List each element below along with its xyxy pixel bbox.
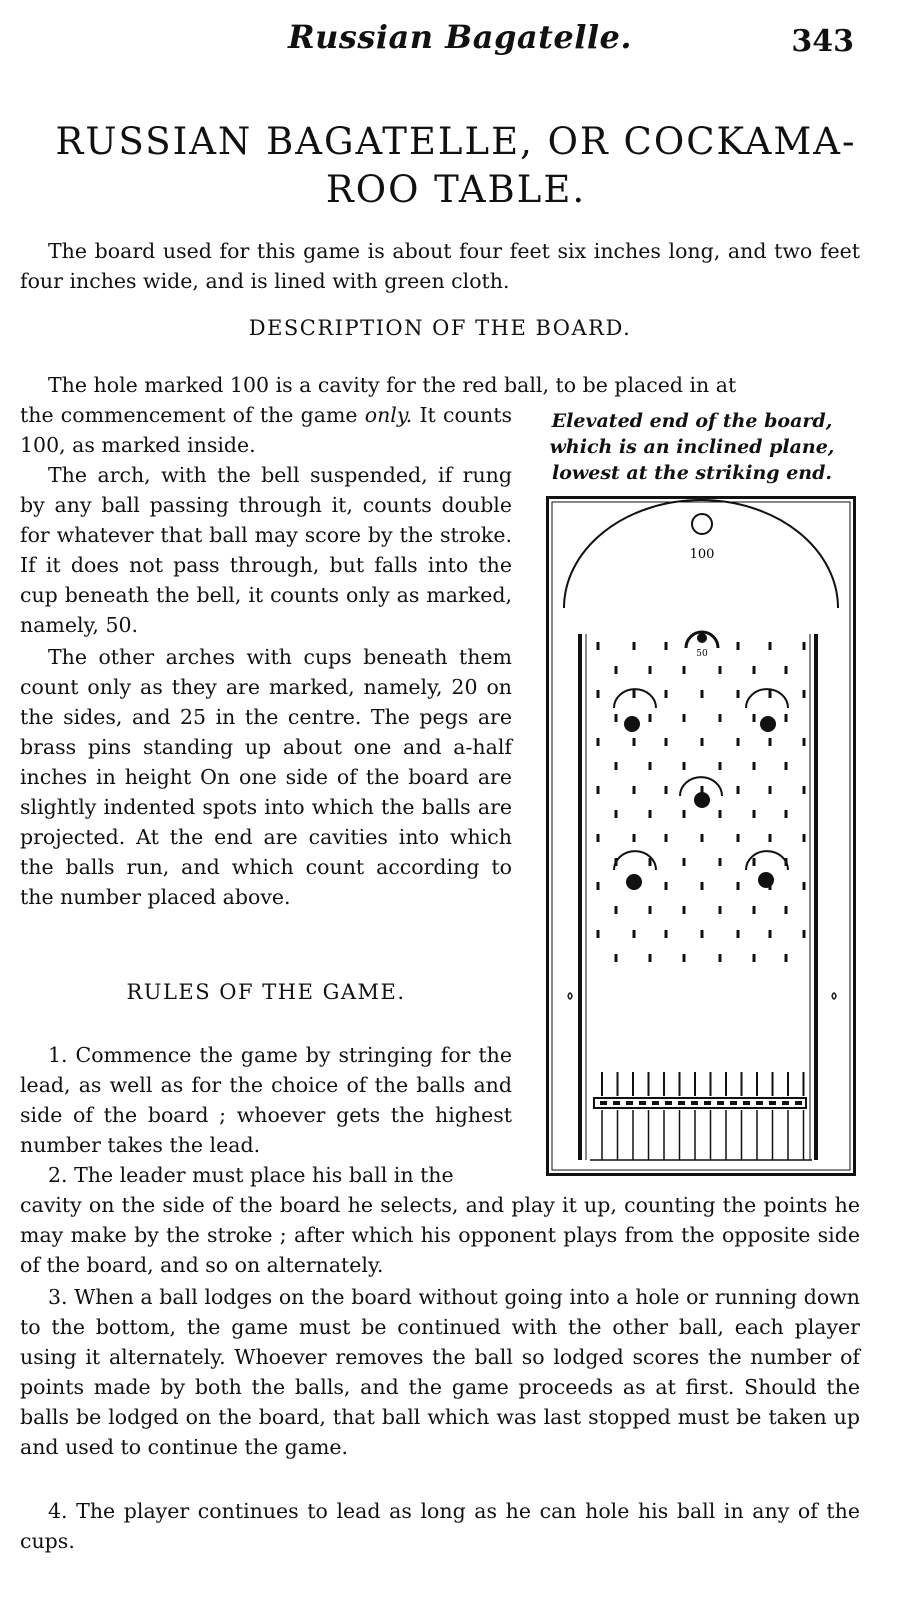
pocket-number-mark bbox=[704, 1101, 711, 1105]
peg bbox=[769, 642, 772, 650]
peg bbox=[803, 690, 806, 698]
page-number: 343 bbox=[791, 24, 854, 59]
peg bbox=[737, 834, 740, 842]
top-hole-100 bbox=[692, 514, 712, 534]
peg bbox=[701, 738, 704, 746]
bell-arch bbox=[686, 632, 718, 659]
description-p1-rest-a: the commencement of the game bbox=[20, 403, 365, 427]
peg bbox=[737, 930, 740, 938]
peg bbox=[615, 906, 618, 914]
rule-2-rest: cavity on the side of the board he selects, and play it up, counting the points he may make by the stroke ; after which his opponent plays from the opposite side of the board, and so on alternately. bbox=[20, 1193, 860, 1277]
peg bbox=[597, 930, 600, 938]
peg bbox=[615, 810, 618, 818]
peg bbox=[769, 786, 772, 794]
peg bbox=[753, 762, 756, 770]
peg bbox=[769, 738, 772, 746]
pocket-number-mark bbox=[730, 1101, 737, 1105]
peg bbox=[665, 786, 668, 794]
peg bbox=[701, 786, 704, 794]
peg bbox=[719, 810, 722, 818]
peg bbox=[753, 954, 756, 962]
peg bbox=[665, 834, 668, 842]
pocket-number-mark bbox=[756, 1101, 763, 1105]
peg bbox=[615, 714, 618, 722]
peg bbox=[633, 738, 636, 746]
peg bbox=[615, 762, 618, 770]
pocket-number-mark bbox=[782, 1101, 789, 1105]
peg bbox=[737, 642, 740, 650]
cup-right-lower bbox=[746, 851, 788, 888]
rule-1: 1. Commence the game by stringing for the lead, as well as for the choice of the balls and side of the board ; whoever gets the highest number takes the lead. bbox=[20, 1043, 512, 1157]
peg bbox=[665, 882, 668, 890]
peg bbox=[683, 762, 686, 770]
peg bbox=[737, 690, 740, 698]
running-title: Russian Bagatelle. bbox=[287, 18, 633, 56]
peg bbox=[737, 738, 740, 746]
peg bbox=[785, 666, 788, 674]
peg bbox=[683, 858, 686, 866]
pocket-number-mark bbox=[613, 1101, 620, 1105]
peg bbox=[719, 714, 722, 722]
peg bbox=[615, 666, 618, 674]
peg bbox=[701, 834, 704, 842]
peg bbox=[701, 930, 704, 938]
peg bbox=[753, 810, 756, 818]
pocket-number-mark bbox=[795, 1101, 802, 1105]
peg bbox=[719, 906, 722, 914]
peg bbox=[665, 690, 668, 698]
peg bbox=[649, 858, 652, 866]
peg bbox=[785, 906, 788, 914]
chapter-title bbox=[16, 118, 896, 214]
striking-spots bbox=[568, 993, 836, 999]
figure-caption: Elevated end of the board, which is an inclined plane, lowest at the striking end. bbox=[549, 410, 835, 484]
peg bbox=[701, 882, 704, 890]
peg bbox=[649, 714, 652, 722]
peg bbox=[597, 690, 600, 698]
peg bbox=[633, 882, 636, 890]
peg bbox=[665, 642, 668, 650]
description-p1-only: only. bbox=[364, 403, 413, 427]
peg bbox=[665, 738, 668, 746]
peg bbox=[649, 666, 652, 674]
peg bbox=[649, 954, 652, 962]
peg bbox=[785, 810, 788, 818]
peg bbox=[633, 642, 636, 650]
intro-paragraph: The board used for this game is about four feet six inches long, and two feet four inches wide, and is lined with green cloth. bbox=[20, 239, 860, 293]
peg bbox=[785, 762, 788, 770]
pocket-number-mark bbox=[665, 1101, 672, 1105]
peg bbox=[803, 642, 806, 650]
peg bbox=[633, 786, 636, 794]
peg bbox=[803, 786, 806, 794]
peg bbox=[803, 738, 806, 746]
peg bbox=[737, 786, 740, 794]
peg bbox=[803, 930, 806, 938]
peg bbox=[649, 906, 652, 914]
peg bbox=[719, 762, 722, 770]
pocket-number-mark bbox=[639, 1101, 646, 1105]
pocket-number-mark bbox=[743, 1101, 750, 1105]
pocket-number-mark bbox=[691, 1101, 698, 1105]
top-hole-label: 100 bbox=[689, 547, 715, 562]
peg bbox=[803, 834, 806, 842]
peg bbox=[753, 714, 756, 722]
peg bbox=[633, 834, 636, 842]
chapter-title-line-2: ROO TABLE. bbox=[325, 168, 587, 211]
peg bbox=[649, 762, 652, 770]
pocket-number-mark bbox=[626, 1101, 633, 1105]
peg bbox=[683, 810, 686, 818]
peg bbox=[665, 930, 668, 938]
peg bbox=[615, 954, 618, 962]
peg bbox=[701, 690, 704, 698]
description-p2: The arch, with the bell suspended, if rung by any ball passing through it, counts double for whatever that ball may score by the stroke. If it does not pass through, but falls into the cup beneath the bell, it counts only as marked, namely, 50. bbox=[20, 463, 512, 637]
peg bbox=[683, 906, 686, 914]
peg bbox=[597, 882, 600, 890]
rule-4: 4. The player continues to lead as long as he can hole his ball in any of the cups. bbox=[20, 1499, 860, 1553]
pocket-number-mark bbox=[769, 1101, 776, 1105]
peg bbox=[597, 786, 600, 794]
cup-right-upper bbox=[746, 689, 788, 732]
description-p1-rest-b: It counts 100, as marked inside. bbox=[20, 403, 512, 457]
peg bbox=[597, 738, 600, 746]
peg bbox=[785, 714, 788, 722]
scoring-pockets bbox=[590, 1072, 812, 1160]
rules-heading: RULES OF THE GAME. bbox=[126, 980, 406, 1004]
peg bbox=[633, 690, 636, 698]
description-p1-rest bbox=[20, 400, 512, 460]
peg bbox=[753, 906, 756, 914]
peg bbox=[785, 858, 788, 866]
peg bbox=[803, 882, 806, 890]
description-p1-lead: The hole marked 100 is a cavity for the red ball, to be placed in at bbox=[48, 373, 737, 397]
peg bbox=[615, 858, 618, 866]
pocket-number-mark bbox=[678, 1101, 685, 1105]
peg bbox=[683, 714, 686, 722]
peg bbox=[683, 666, 686, 674]
description-p3: The other arches with cups beneath them count only as they are marked, namely, 20 on the sides, and 25 in the centre. The pegs are brass pins standing up about one and a-half inches in height On one side of the board are slightly indented spots into which the balls are projected. At the end are cavities into which the balls run, and which count according to the number placed above. bbox=[20, 645, 512, 909]
peg bbox=[769, 930, 772, 938]
peg bbox=[719, 954, 722, 962]
description-heading: DESCRIPTION OF THE BOARD. bbox=[248, 316, 632, 340]
peg bbox=[769, 882, 772, 890]
peg bbox=[597, 834, 600, 842]
bell-label: 50 bbox=[696, 649, 708, 659]
chapter-title-line-1: RUSSIAN BAGATELLE, OR COCKAMA- bbox=[55, 120, 857, 163]
peg bbox=[683, 954, 686, 962]
peg bbox=[785, 954, 788, 962]
peg bbox=[769, 834, 772, 842]
peg bbox=[753, 666, 756, 674]
peg bbox=[597, 642, 600, 650]
peg bbox=[737, 882, 740, 890]
peg bbox=[753, 858, 756, 866]
peg bbox=[649, 810, 652, 818]
peg bbox=[719, 666, 722, 674]
peg bbox=[633, 930, 636, 938]
pocket-number-mark bbox=[600, 1101, 607, 1105]
pocket-number-mark bbox=[652, 1101, 659, 1105]
rule-2-lead: 2. The leader must place his ball in the bbox=[48, 1163, 454, 1187]
bagatelle-board-figure bbox=[546, 496, 856, 1176]
peg bbox=[769, 690, 772, 698]
peg bbox=[719, 858, 722, 866]
pocket-number-mark bbox=[717, 1101, 724, 1105]
rule-3: 3. When a ball lodges on the board without going into a hole or running down to the bottom, the game must be continued with the other ball, each player using it alternately. Whoever removes the ball so lodged scores the number of points made by both the balls, and the game proceeds as at first. Should the balls be lodged on the board, that ball which was last stopped must be taken up and used to continue the game. bbox=[20, 1285, 860, 1459]
